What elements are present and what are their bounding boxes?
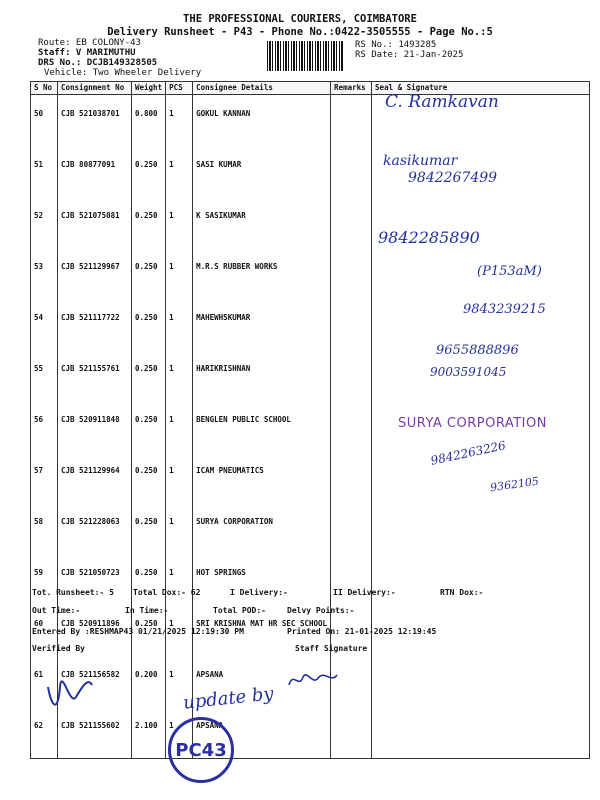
cell-cno: CJB 521156582 xyxy=(58,656,132,707)
table-row xyxy=(31,452,590,503)
handwritten-phone-52: 9842267499 xyxy=(408,170,498,186)
handwritten-phone-59: 9842263226 xyxy=(429,438,507,468)
printed-on: Printed On: 21-01-2025 12:19:45 xyxy=(287,627,437,636)
col-remarks: Remarks xyxy=(331,82,372,95)
table-row xyxy=(31,95,590,147)
cell-pcs: 1 xyxy=(166,503,193,554)
cell-remarks xyxy=(331,95,372,147)
cell-sno: 53 xyxy=(31,248,58,299)
cell-weight: 0.250 xyxy=(132,503,166,554)
cell-weight: 0.250 xyxy=(132,248,166,299)
total-dox: Total Dox:- 62 xyxy=(133,588,201,597)
cell-pcs: 1 xyxy=(166,401,193,452)
cell-consignee: SASI KUMAR xyxy=(193,146,331,197)
table-row xyxy=(31,197,590,248)
cell-sno: 50 xyxy=(31,95,58,147)
cell-pcs: 1 xyxy=(166,656,193,707)
cell-weight: 0.250 xyxy=(132,452,166,503)
cell-pcs: 1 xyxy=(166,605,193,656)
cell-pcs: 1 xyxy=(166,707,193,759)
cell-cno: CJB 521155761 xyxy=(58,350,132,401)
cell-weight: 0.250 xyxy=(132,554,166,605)
cell-signature xyxy=(372,707,590,759)
col-consignment: Consignment No xyxy=(58,82,132,95)
staff-info: Staff: V MARIMUTHU xyxy=(38,48,136,58)
cell-remarks xyxy=(331,554,372,605)
handwritten-phone-60: 9362105 xyxy=(489,474,540,495)
handwritten-phone-53: 9842285890 xyxy=(378,228,480,247)
cell-consignee: M.R.S RUBBER WORKS xyxy=(193,248,331,299)
cell-sno: 55 xyxy=(31,350,58,401)
total-runsheet: Tot. Runsheet:- 5 xyxy=(32,588,114,597)
cell-consignee: HOT SPRINGS xyxy=(193,554,331,605)
cell-consignee: HARIKRISHNAN xyxy=(193,350,331,401)
route-info: Route: EB COLONY-43 xyxy=(38,38,141,48)
cell-consignee: SURYA CORPORATION xyxy=(193,503,331,554)
table-row xyxy=(31,707,590,759)
pc43-stamp: PC43 xyxy=(168,717,234,783)
cell-sno: 62 xyxy=(31,707,58,759)
table-row xyxy=(31,554,590,605)
rs-number: RS No.: 1493285 xyxy=(355,40,437,50)
handwritten-phone-55: 9843239215 xyxy=(463,302,546,317)
cell-cno: CJB 80877091 xyxy=(58,146,132,197)
cell-cno: CJB 521117722 xyxy=(58,299,132,350)
cell-weight: 0.200 xyxy=(132,656,166,707)
cell-pcs: 1 xyxy=(166,554,193,605)
signature-row-50: C. Ramkavan xyxy=(385,92,499,112)
cell-cno: CJB 521228063 xyxy=(58,503,132,554)
surya-corporation-stamp: SURYA CORPORATION xyxy=(398,416,547,431)
cell-weight: 0.250 xyxy=(132,197,166,248)
cell-weight: 0.250 xyxy=(132,401,166,452)
entered-by: Entered By :RESHMAP43 01/21/2025 12:19:30 PM xyxy=(32,627,244,636)
in-time: In Time:- xyxy=(125,606,169,615)
cell-cno: CJB 521038701 xyxy=(58,95,132,147)
cell-signature xyxy=(372,656,590,707)
cell-cno: CJB 521075081 xyxy=(58,197,132,248)
runsheet-subtitle: Delivery Runsheet - P43 - Phone No.:0422-3505555 - Page No.:5 xyxy=(107,26,493,38)
cell-weight: 0.800 xyxy=(132,95,166,147)
cell-consignee: GOKUL KANNAN xyxy=(193,95,331,147)
cell-sno: 54 xyxy=(31,299,58,350)
cell-remarks xyxy=(331,707,372,759)
cell-sno: 60 xyxy=(31,605,58,656)
cell-consignee: ICAM PNEUMATICS xyxy=(193,452,331,503)
cell-signature xyxy=(372,503,590,554)
cell-weight: 0.250 xyxy=(132,299,166,350)
handwritten-phone-57: 9003591045 xyxy=(430,365,507,379)
col-sno: S No xyxy=(31,82,58,95)
col-consignee: Consignee Details xyxy=(193,82,331,95)
update-by-note: update by xyxy=(182,683,275,714)
cell-pcs: 1 xyxy=(166,350,193,401)
col-pcs: PCS xyxy=(166,82,193,95)
cell-consignee: MAHEWHSKUMAR xyxy=(193,299,331,350)
company-title: THE PROFESSIONAL COURIERS, COIMBATORE xyxy=(183,13,417,25)
cell-sno: 52 xyxy=(31,197,58,248)
cell-remarks xyxy=(331,503,372,554)
cell-signature xyxy=(372,554,590,605)
cell-consignee: APSANA xyxy=(193,656,331,707)
cell-sno: 57 xyxy=(31,452,58,503)
cell-weight: 0.250 xyxy=(132,350,166,401)
cell-remarks xyxy=(331,401,372,452)
total-pod: Total POD:- xyxy=(213,606,266,615)
cell-cno: CJB 520911896 xyxy=(58,605,132,656)
cell-pcs: 1 xyxy=(166,95,193,147)
cell-cno: CJB 521050723 xyxy=(58,554,132,605)
cell-remarks xyxy=(331,197,372,248)
barcode-image xyxy=(267,41,343,71)
cell-sno: 58 xyxy=(31,503,58,554)
cell-remarks xyxy=(331,350,372,401)
cell-pcs: 1 xyxy=(166,452,193,503)
cell-signature xyxy=(372,452,590,503)
cell-sno: 59 xyxy=(31,554,58,605)
vehicle-info: Vehicle: Two Wheeler Delivery xyxy=(44,68,202,78)
cell-weight: 0.250 xyxy=(132,146,166,197)
staff-signature-scribble xyxy=(283,665,343,695)
cell-sno: 56 xyxy=(31,401,58,452)
cell-sno: 61 xyxy=(31,656,58,707)
cell-remarks xyxy=(331,299,372,350)
cell-consignee: BENGLEN PUBLIC SCHOOL xyxy=(193,401,331,452)
col-signature: Seal & Signature xyxy=(372,82,590,95)
staff-signature-label: Staff Signature xyxy=(295,644,368,653)
cell-weight: 0.250 xyxy=(132,605,166,656)
cell-cno: CJB 521155602 xyxy=(58,707,132,759)
cell-consignee: APSANA xyxy=(193,707,331,759)
cell-cno: CJB 520911848 xyxy=(58,401,132,452)
cell-remarks xyxy=(331,248,372,299)
cell-pcs: 1 xyxy=(166,299,193,350)
i-delivery: I Delivery:- xyxy=(230,588,288,597)
out-time: Out Time:- xyxy=(32,606,81,615)
verified-by-label: Verified By xyxy=(32,644,85,653)
table-row xyxy=(31,503,590,554)
cell-pcs: 1 xyxy=(166,197,193,248)
cell-pcs: 1 xyxy=(166,146,193,197)
cell-cno: CJB 521129967 xyxy=(58,248,132,299)
cell-remarks xyxy=(331,452,372,503)
cell-sno: 51 xyxy=(31,146,58,197)
verifier-signature-scribble xyxy=(40,657,110,717)
drs-info: DRS No.: DCJB149328505 xyxy=(38,58,158,68)
table-row xyxy=(31,146,590,197)
handwritten-phone-56: 9655888896 xyxy=(436,343,519,358)
rs-date: RS Date: 21-Jan-2025 xyxy=(355,50,464,60)
cell-pcs: 1 xyxy=(166,248,193,299)
cell-remarks xyxy=(331,146,372,197)
col-weight: Weight xyxy=(132,82,166,95)
rtn-dox: RTN Dox:- xyxy=(440,588,484,597)
cell-consignee: K SASIKUMAR xyxy=(193,197,331,248)
cell-cno: CJB 521129964 xyxy=(58,452,132,503)
table-header-row xyxy=(31,82,590,95)
cell-consignee: SRI KRISHNA MAT HR SEC SCHOOL xyxy=(193,605,331,656)
ii-delivery: II Delivery:- xyxy=(333,588,396,597)
handwritten-note-54: (P153aM) xyxy=(477,264,542,279)
cell-weight: 2.100 xyxy=(132,707,166,759)
handwritten-note-51: kasikumar xyxy=(383,153,458,169)
delivery-points: Delvy Points:- xyxy=(287,606,355,615)
